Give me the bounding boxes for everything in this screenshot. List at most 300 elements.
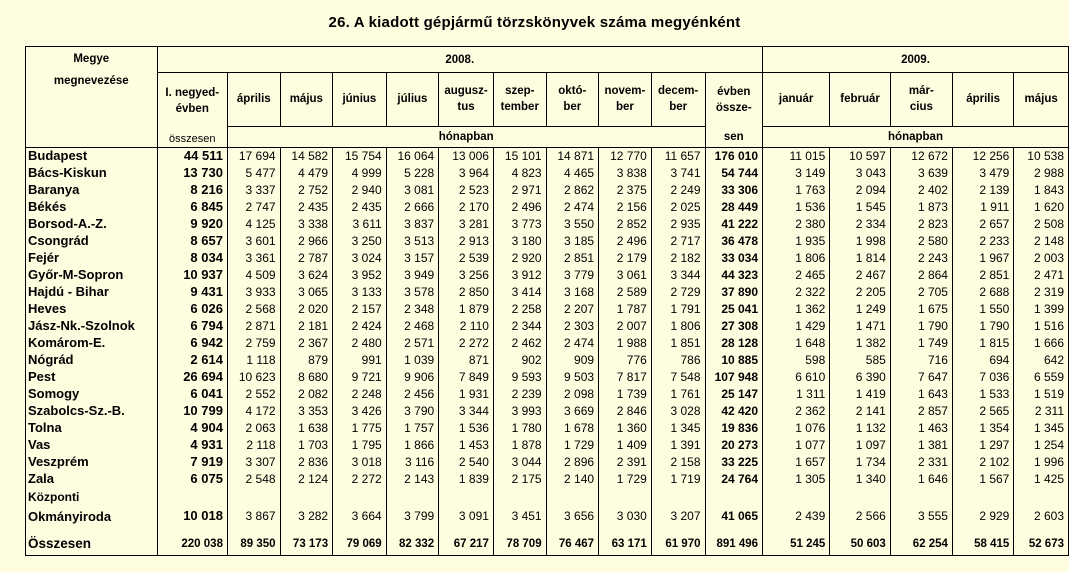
cell-month-2009: 2 439 [763,488,830,526]
cell-month-2009: 2 380 [763,216,830,233]
cell-month-2008: 1 839 [439,471,494,488]
cell-month-2008: 2 020 [280,301,333,318]
header-month-line1: április [966,93,1001,106]
cell-q1-total: 2 614 [157,352,227,369]
cell-month-2009: 1 519 [1014,386,1069,403]
cell-month-2009: 1 516 [1014,318,1069,335]
cell-month-2009: 51 245 [763,526,830,556]
cell-month-2009: 1 077 [763,437,830,454]
county-name: Baranya [26,182,158,199]
cell-month-2009: 598 [763,352,830,369]
cell-month-2009: 1 806 [763,250,830,267]
cell-month-2009: 716 [890,352,952,369]
cell-month-2008: 3 550 [546,216,598,233]
header-month-2008 [546,73,598,127]
cell-month-2008: 2 140 [546,471,598,488]
cell-month-2009: 1 254 [1014,437,1069,454]
cell-month-2009: 1 873 [890,199,952,216]
cell-month-2009: 2 988 [1014,165,1069,182]
cell-month-2008: 9 593 [493,369,546,386]
header-month-line1: június [342,93,377,106]
cell-q1-total: 26 694 [157,369,227,386]
county-name: Heves [26,301,158,318]
cell-month-2008: 3 018 [333,454,387,471]
header-month-line1: április [236,93,271,106]
cell-month-2009: 1 666 [1014,335,1069,352]
cell-month-2008: 4 479 [280,165,333,182]
county-name: Komárom-E. [26,335,158,352]
cell-month-2008: 2 913 [439,233,494,250]
cell-month-2009: 1 550 [952,301,1013,318]
cell-month-2008: 2 391 [599,454,652,471]
cell-month-2008: 2 258 [493,301,546,318]
cell-month-2008: 1 780 [493,420,546,437]
cell-month-2009: 2 603 [1014,488,1069,526]
cell-q1-total: 6 794 [157,318,227,335]
cell-month-2008: 1 391 [651,437,705,454]
cell-month-2009: 3 479 [952,165,1013,182]
header-month-2008 [280,73,333,127]
county-name: Bács-Kiskun [26,165,158,182]
cell-month-2008: 3 168 [546,284,598,301]
cell-month-2008: 2 496 [493,199,546,216]
cell-q1-total: 8 657 [157,233,227,250]
cell-month-2008: 7 548 [651,369,705,386]
cell-month-2008: 1 787 [599,301,652,318]
total-label: Összesen [26,526,158,556]
cell-month-2008: 3 091 [439,488,494,526]
cell-month-2009: 2 402 [890,182,952,199]
cell-month-2009: 1 429 [763,318,830,335]
cell-month-2008: 3 030 [599,488,652,526]
county-name: Hajdú - Bihar [26,284,158,301]
cell-month-2008: 2 158 [651,454,705,471]
cell-month-2008: 3 065 [280,284,333,301]
county-name-line2: Okmányiroda [28,508,112,524]
cell-month-2008: 2 435 [280,199,333,216]
header-megye [26,47,158,148]
cell-month-2008: 76 467 [546,526,598,556]
table-row [26,267,1069,284]
cell-month-2008: 879 [280,352,333,369]
cell-month-2009: 2 094 [830,182,891,199]
header-evben-line3: sen [705,126,763,147]
cell-month-2008: 3 024 [333,250,387,267]
header-month-2008 [651,73,705,127]
cell-year-total: 10 885 [705,352,763,369]
header-month-2008 [333,73,387,127]
header-month-2008 [599,73,652,127]
cell-month-2008: 5 477 [227,165,280,182]
cell-month-2008: 1 345 [651,420,705,437]
cell-month-2008: 3 993 [493,403,546,420]
table-row [26,284,1069,301]
cell-month-2009: 2 322 [763,284,830,301]
cell-month-2008: 3 949 [386,267,439,284]
cell-month-2009: 7 036 [952,369,1013,386]
cell-month-2009: 2 467 [830,267,891,284]
cell-month-2008: 871 [439,352,494,369]
cell-year-total: 42 420 [705,403,763,420]
cell-year-total: 28 449 [705,199,763,216]
cell-month-2009: 2 565 [952,403,1013,420]
cell-year-total: 24 764 [705,471,763,488]
cell-month-2008: 2 920 [493,250,546,267]
cell-month-2008: 3 344 [439,403,494,420]
cell-month-2008: 2 007 [599,318,652,335]
cell-month-2009: 2 823 [890,216,952,233]
cell-month-2008: 2 170 [439,199,494,216]
header-evben [705,73,763,127]
header-month-line2: ber [669,101,688,114]
cell-year-total: 107 948 [705,369,763,386]
cell-year-total: 41 222 [705,216,763,233]
cell-month-2008: 2 181 [280,318,333,335]
header-honapban-2009: hónapban [763,126,1069,147]
header-month-line1: decem- [658,85,699,98]
cell-month-2009: 3 149 [763,165,830,182]
header-month-line1: szep- [505,85,535,98]
cell-month-2008: 3 664 [333,488,387,526]
table-row [26,216,1069,233]
cell-q1-total: 8 216 [157,182,227,199]
cell-month-2008: 2 435 [333,199,387,216]
header-month-line1: július [397,93,428,106]
cell-month-2008: 4 125 [227,216,280,233]
cell-month-2009: 11 015 [763,148,830,165]
cell-month-2008: 2 118 [227,437,280,454]
header-month-2008 [227,73,280,127]
cell-month-2009: 2 362 [763,403,830,420]
cell-year-total: 33 306 [705,182,763,199]
cell-month-2009: 1 763 [763,182,830,199]
cell-month-2008: 2 375 [599,182,652,199]
cell-month-2008: 1 678 [546,420,598,437]
cell-month-2008: 2 462 [493,335,546,352]
cell-month-2008: 3 344 [651,267,705,284]
cell-year-total: 25 041 [705,301,763,318]
cell-month-2008: 4 509 [227,267,280,284]
header-month-line2: tember [500,101,539,114]
cell-month-2008: 4 465 [546,165,598,182]
cell-month-2008: 79 069 [333,526,387,556]
cell-month-2009: 2 508 [1014,216,1069,233]
table-row [26,437,1069,454]
cell-month-2009: 2 243 [890,250,952,267]
county-name: Somogy [26,386,158,403]
cell-month-2008: 2 666 [386,199,439,216]
header-month-2009 [830,73,891,127]
cell-month-2008: 2 157 [333,301,387,318]
cell-month-2008: 2 568 [227,301,280,318]
cell-month-2008: 3 185 [546,233,598,250]
cell-month-2009: 2 148 [1014,233,1069,250]
cell-year-total: 37 890 [705,284,763,301]
cell-month-2008: 2 862 [546,182,598,199]
header-month-line1: már- [908,85,934,98]
cell-month-2008: 1 879 [439,301,494,318]
cell-month-2008: 3 601 [227,233,280,250]
county-name: Budapest [26,148,158,165]
cell-month-2009: 6 390 [830,369,891,386]
cell-month-2009: 2 205 [830,284,891,301]
cell-month-2008: 8 680 [280,369,333,386]
cell-month-2009: 1 567 [952,471,1013,488]
cell-month-2008: 2 935 [651,216,705,233]
table-row [26,403,1069,420]
county-name: Csongrád [26,233,158,250]
cell-month-2008: 1 039 [386,352,439,369]
table-row [26,352,1069,369]
cell-month-2008: 1 791 [651,301,705,318]
cell-month-2009: 52 673 [1014,526,1069,556]
cell-month-2009: 1 620 [1014,199,1069,216]
cell-month-2008: 2 787 [280,250,333,267]
cell-month-2008: 7 817 [599,369,652,386]
cell-month-2008: 3 513 [386,233,439,250]
cell-month-2008: 3 952 [333,267,387,284]
cell-q1-total: 220 038 [157,526,227,556]
header-month-line1: május [289,93,323,106]
cell-month-2009: 1 463 [890,420,952,437]
cell-month-2008: 2 110 [439,318,494,335]
cell-q1-total: 44 511 [157,148,227,165]
cell-month-2009: 1 399 [1014,301,1069,318]
page-title: 26. A kiadott gépjármű törzskönyvek száma megyénként [328,14,741,31]
cell-month-2008: 82 332 [386,526,439,556]
cell-year-total: 33 225 [705,454,763,471]
cell-month-2009: 10 597 [830,148,891,165]
county-name: Nógrád [26,352,158,369]
header-month-line2: tus [457,101,475,114]
cell-month-2008: 2 539 [439,250,494,267]
cell-month-2008: 776 [599,352,652,369]
cell-month-2009: 50 603 [830,526,891,556]
cell-month-2008: 1 795 [333,437,387,454]
cell-year-total: 176 010 [705,148,763,165]
cell-month-2009: 1 648 [763,335,830,352]
cell-q1-total: 13 730 [157,165,227,182]
cell-month-2008: 3 414 [493,284,546,301]
cell-month-2008: 1 360 [599,420,652,437]
cell-q1-total: 9 920 [157,216,227,233]
cell-month-2008: 3 207 [651,488,705,526]
cell-month-2008: 2 552 [227,386,280,403]
cell-month-2009: 1 998 [830,233,891,250]
cell-month-2008: 2 082 [280,386,333,403]
cell-month-2009: 2 319 [1014,284,1069,301]
cell-month-2009: 6 610 [763,369,830,386]
cell-month-2008: 3 669 [546,403,598,420]
cell-month-2008: 2 156 [599,199,652,216]
county-name-line1: Központi [28,489,80,504]
header-month-2008 [386,73,439,127]
header-month-line1: novem- [604,85,646,98]
cell-q1-total: 9 431 [157,284,227,301]
cell-month-2008: 2 474 [546,335,598,352]
header-year-2009: 2009. [763,47,1069,73]
table-row [26,301,1069,318]
cell-year-total: 20 273 [705,437,763,454]
table-row [26,148,1069,165]
cell-month-2008: 3 250 [333,233,387,250]
cell-month-2008: 1 988 [599,335,652,352]
cell-year-total: 54 744 [705,165,763,182]
cell-month-2008: 1 453 [439,437,494,454]
county-name: Zala [26,471,158,488]
cell-month-2008: 3 061 [599,267,652,284]
cell-month-2008: 2 523 [439,182,494,199]
cell-month-2009: 694 [952,352,1013,369]
header-q1-line1: I. negyed- [165,87,220,99]
cell-month-2008: 2 729 [651,284,705,301]
header-q1-line2: évben [175,103,209,115]
cell-month-2008: 2 846 [599,403,652,420]
cell-month-2008: 4 823 [493,165,546,182]
cell-month-2008: 12 770 [599,148,652,165]
cell-year-total: 19 836 [705,420,763,437]
cell-month-2008: 2 540 [439,454,494,471]
cell-month-2009: 2 471 [1014,267,1069,284]
cell-month-2009: 3 043 [830,165,891,182]
cell-month-2008: 2 836 [280,454,333,471]
cell-month-2009: 2 311 [1014,403,1069,420]
cell-month-2009: 1 815 [952,335,1013,352]
header-month-line2: ber [563,101,582,114]
cell-month-2008: 3 741 [651,165,705,182]
cell-month-2009: 1 132 [830,420,891,437]
cell-month-2008: 2 747 [227,199,280,216]
cell-month-2008: 3 256 [439,267,494,284]
cell-month-2008: 61 970 [651,526,705,556]
table-row [26,233,1069,250]
cell-month-2009: 1 362 [763,301,830,318]
county-name: Borsod-A.-Z. [26,216,158,233]
county-name: Vas [26,437,158,454]
cell-month-2008: 3 799 [386,488,439,526]
cell-month-2009: 1 996 [1014,454,1069,471]
cell-month-2008: 2 852 [599,216,652,233]
table-row [26,318,1069,335]
table-row [26,199,1069,216]
cell-month-2008: 3 656 [546,488,598,526]
cell-month-2009: 2 141 [830,403,891,420]
cell-q1-total: 6 026 [157,301,227,318]
table-row [26,335,1069,352]
cell-month-2009: 1 305 [763,471,830,488]
cell-month-2008: 2 456 [386,386,439,403]
header-month-line2: cius [909,101,933,114]
cell-month-2009: 2 864 [890,267,952,284]
header-month-2009 [1014,73,1069,127]
cell-month-2008: 1 757 [386,420,439,437]
cell-month-2009: 1 381 [890,437,952,454]
cell-month-2009: 1 419 [830,386,891,403]
cell-month-2009: 1 425 [1014,471,1069,488]
cell-month-2009: 3 555 [890,488,952,526]
header-megye-line2: megnevezése [53,75,129,87]
data-table [25,46,1069,556]
county-name: Szabolcs-Sz.-B. [26,403,158,420]
cell-month-2008: 2 571 [386,335,439,352]
cell-month-2009: 1 657 [763,454,830,471]
header-month-line1: októ- [558,85,587,98]
county-name: Jász-Nk.-Szolnok [26,318,158,335]
cell-month-2009: 2 929 [952,488,1013,526]
cell-month-2009: 10 538 [1014,148,1069,165]
cell-month-2008: 3 157 [386,250,439,267]
cell-month-2008: 2 966 [280,233,333,250]
cell-month-2008: 2 344 [493,318,546,335]
cell-month-2008: 3 624 [280,267,333,284]
table-row [26,386,1069,403]
cell-month-2008: 3 790 [386,403,439,420]
cell-month-2008: 1 775 [333,420,387,437]
cell-month-2009: 2 688 [952,284,1013,301]
cell-month-2008: 2 124 [280,471,333,488]
cell-month-2008: 2 098 [546,386,598,403]
cell-month-2008: 1 878 [493,437,546,454]
cell-month-2009: 12 672 [890,148,952,165]
cell-month-2009: 1 643 [890,386,952,403]
cell-month-2008: 1 761 [651,386,705,403]
cell-month-2008: 3 028 [651,403,705,420]
table-row-total [26,526,1069,556]
cell-month-2008: 3 838 [599,165,652,182]
cell-q1-total: 6 041 [157,386,227,403]
cell-month-2008: 15 101 [493,148,546,165]
header-month-line1: május [1024,93,1058,106]
cell-month-2008: 4 172 [227,403,280,420]
cell-month-2009: 1 675 [890,301,952,318]
cell-year-total: 41 065 [705,488,763,526]
cell-month-2008: 3 779 [546,267,598,284]
cell-month-2008: 3 578 [386,284,439,301]
cell-month-2009: 1 935 [763,233,830,250]
cell-month-2008: 3 964 [439,165,494,182]
cell-month-2008: 786 [651,352,705,369]
cell-month-2008: 1 739 [599,386,652,403]
cell-month-2009: 2 566 [830,488,891,526]
cell-month-2008: 2 589 [599,284,652,301]
header-q1-total: összesen [168,133,216,145]
cell-month-2008: 67 217 [439,526,494,556]
cell-month-2008: 1 536 [439,420,494,437]
cell-month-2008: 9 503 [546,369,598,386]
cell-month-2009: 1 749 [890,335,952,352]
cell-month-2008: 3 282 [280,488,333,526]
cell-month-2008: 17 694 [227,148,280,165]
cell-month-2008: 3 081 [386,182,439,199]
cell-month-2008: 9 906 [386,369,439,386]
cell-month-2008: 3 337 [227,182,280,199]
header-month-2009 [890,73,952,127]
cell-year-total: 27 308 [705,318,763,335]
cell-month-2008: 3 867 [227,488,280,526]
cell-month-2009: 1 790 [952,318,1013,335]
cell-month-2008: 2 239 [493,386,546,403]
cell-month-2009: 2 233 [952,233,1013,250]
cell-month-2008: 2 940 [333,182,387,199]
cell-month-2009: 12 256 [952,148,1013,165]
cell-q1-total: 10 937 [157,267,227,284]
cell-month-2009: 1 382 [830,335,891,352]
cell-month-2008: 2 272 [439,335,494,352]
cell-month-2008: 1 866 [386,437,439,454]
cell-month-2009: 2 465 [763,267,830,284]
cell-month-2008: 2 496 [599,233,652,250]
cell-month-2008: 3 837 [386,216,439,233]
